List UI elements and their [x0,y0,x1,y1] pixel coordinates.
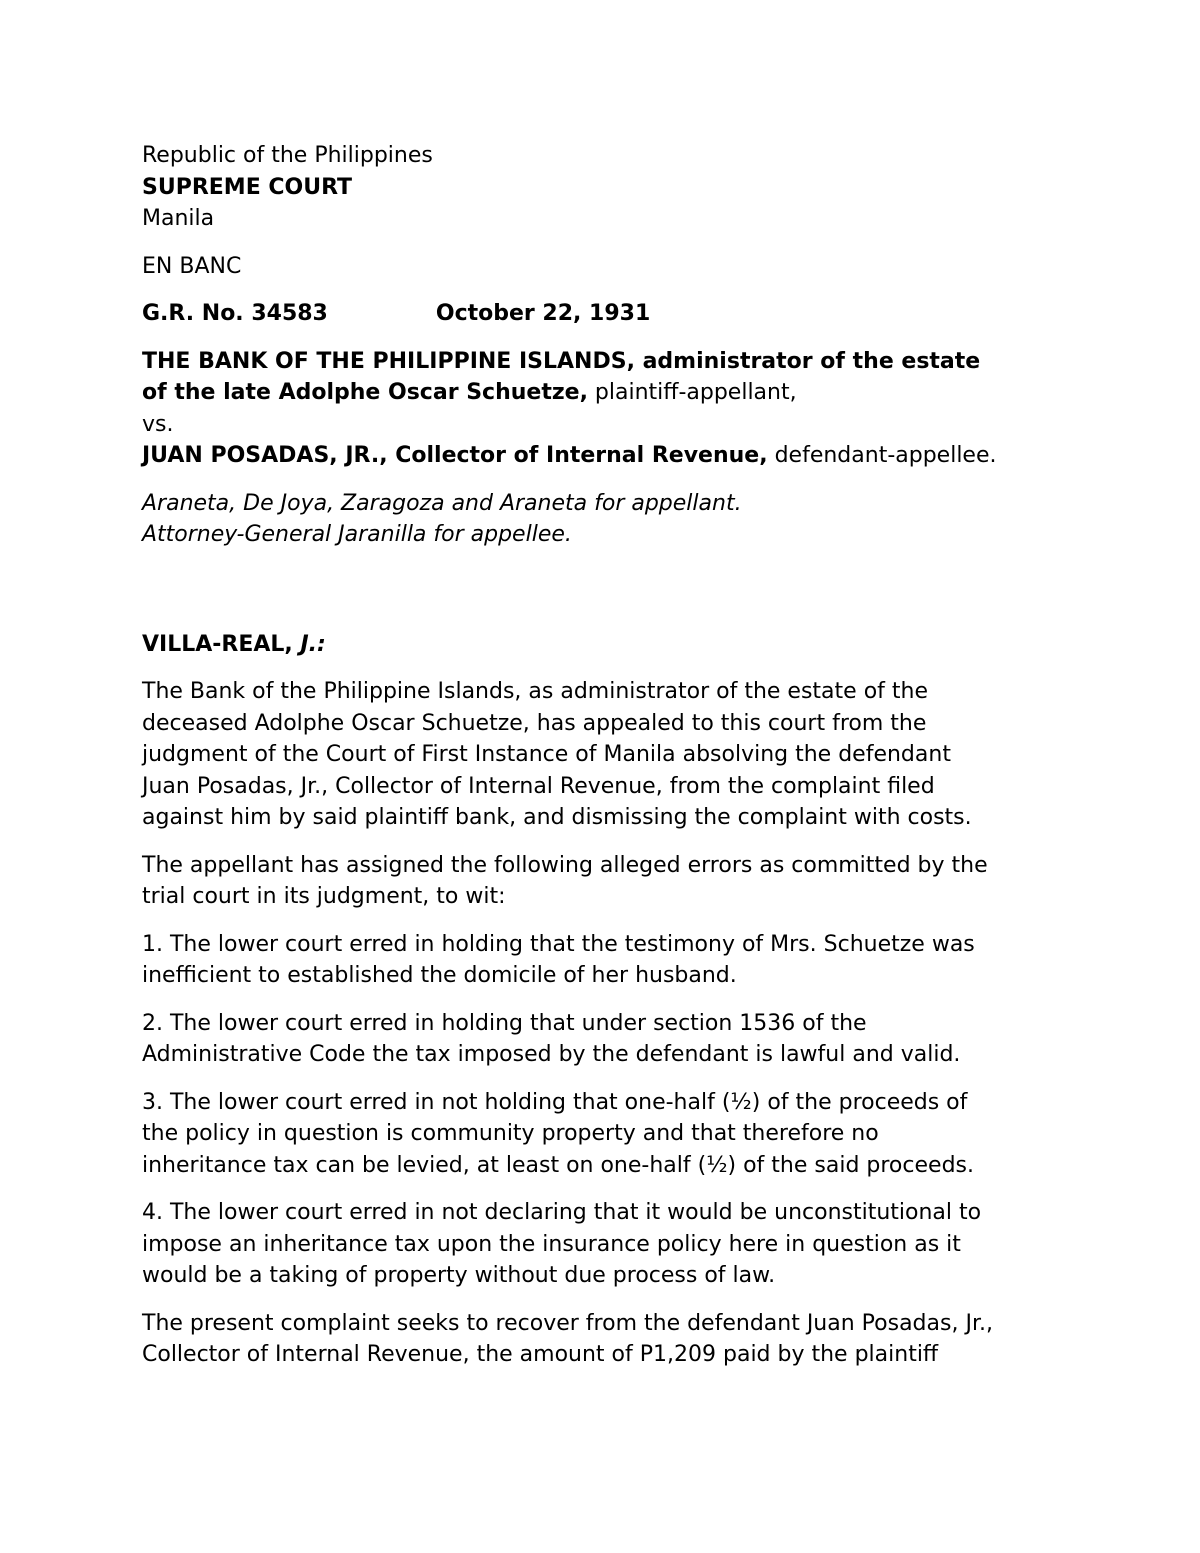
plaintiff-line-2 [142,377,1072,409]
text-line: 1. The lower court erred in holding that the testimony of Mrs. Schuetze was [142,931,975,957]
ponente-line [142,629,1072,661]
counsel-appellant: Araneta, De Joya, Zaragoza and Araneta for appellant. [142,490,742,516]
ponente-name: VILLA-REAL, [142,631,293,657]
text-line: the policy in question is community property and that therefore no [142,1121,879,1146]
paragraph-3 [142,1308,1072,1371]
court-name: SUPREME COURT [142,174,353,200]
text-line: would be a taking of property without due process of law. [142,1263,776,1288]
text-line: The appellant has assigned the following alleged errors as committed by the [142,852,988,878]
text-line: trial court in its judgment, to wit: [142,884,506,909]
error-3 [142,1087,1072,1182]
text-line: inefficient to established the domicile of her husband. [142,963,737,988]
counsel-appellee: Attorney-General Jaranilla for appellee. [142,522,572,547]
text-line: Collector of Internal Revenue, the amount of P1,209 paid by the plaintiff [142,1342,939,1367]
city-line: Manila [142,206,215,231]
defendant-line [142,440,1072,472]
division-line: EN BANC [142,253,242,279]
plaintiff-name-cont: of the late Adolphe Oscar Schuetze, [142,380,588,405]
decision-date: October 22, 1931 [435,301,651,326]
defendant-name: JUAN POSADAS, JR., Collector of Internal Revenue, [142,443,768,468]
plaintiff-line-1: THE BANK OF THE PHILIPPINE ISLANDS, administrator of the estate [142,348,981,374]
paragraph-1 [142,676,1072,834]
error-4 [142,1197,1072,1292]
text-line: judgment of the Court of First Instance of Manila absolving the defendant [142,742,951,767]
ponente-title: J.: [292,631,326,657]
text-line: inheritance tax can be levied, at least on one-half (½) of the said proceeds. [142,1152,974,1178]
case-number-line [142,298,1072,330]
error-1 [142,929,1072,992]
versus-line: vs. [142,411,174,437]
text-line: Juan Posadas, Jr., Collector of Internal Revenue, from the complaint filed [142,773,935,799]
gr-number: G.R. No. 34583 [142,301,328,326]
text-line: deceased Adolphe Oscar Schuetze, has appealed to this court from the [142,710,927,736]
text-line: 4. The lower court erred in not declaring that it would be unconstitutional to [142,1200,982,1225]
text-line: The Bank of the Philippine Islands, as administrator of the estate of the [142,679,928,704]
error-2 [142,1008,1072,1071]
text-line: impose an inheritance tax upon the insurance policy here in question as it [142,1231,961,1257]
document-page [142,140,1072,1387]
text-line: Administrative Code the tax imposed by the defendant is lawful and valid. [142,1042,961,1067]
defendant-role: defendant-appellee. [767,443,997,468]
plaintiff-role: plaintiff-appellant, [587,380,797,405]
text-line: 2. The lower court erred in holding that under section 1536 of the [142,1010,867,1036]
republic-line: Republic of the Philippines [142,143,433,168]
text-line: against him by said plaintiff bank, and dismissing the complaint with costs. [142,805,972,830]
text-line: The present complaint seeks to recover from the defendant Juan Posadas, Jr., [142,1310,993,1336]
text-line: 3. The lower court erred in not holding that one-half (½) of the proceeds of [142,1089,968,1115]
paragraph-2 [142,850,1072,913]
